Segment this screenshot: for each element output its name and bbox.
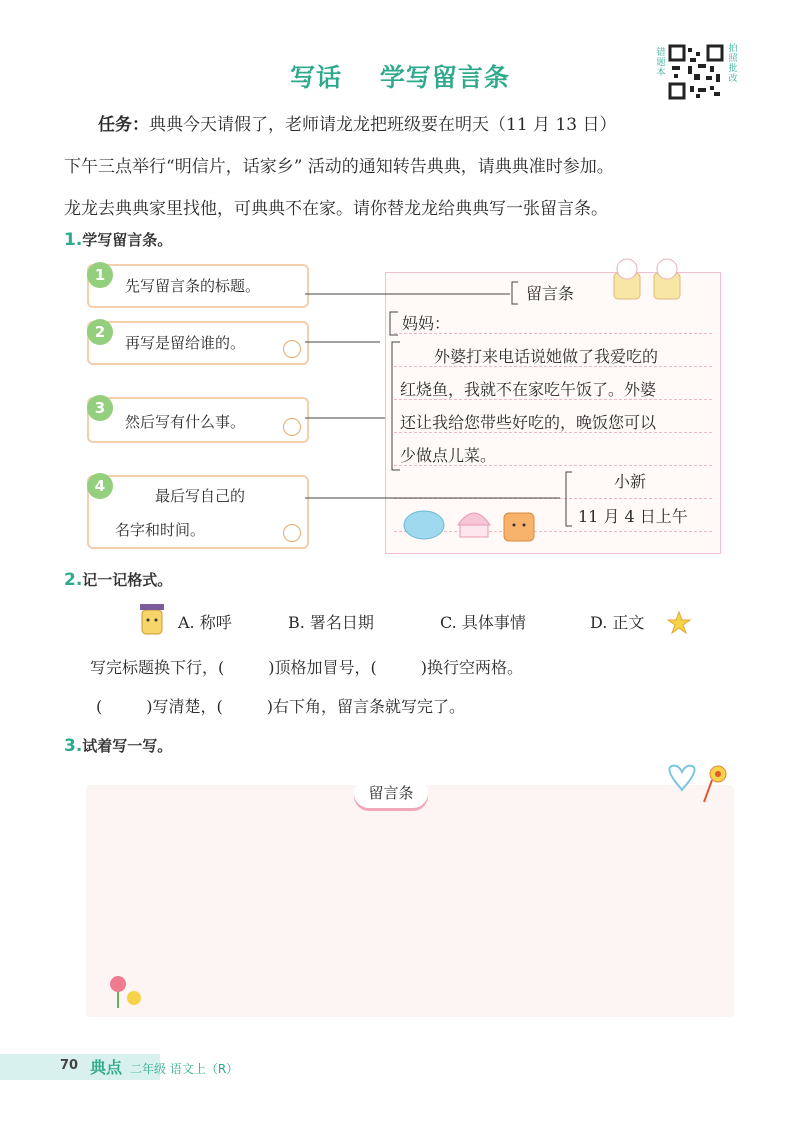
grade-label: 二年级 语文上（R） <box>130 1062 239 1076</box>
note-body-4: 少做点儿菜。 <box>400 446 497 465</box>
section3-heading <box>64 735 172 756</box>
format-line-1c: )换行空两格。 <box>420 658 523 677</box>
option-a: A. 称呼 <box>178 613 232 632</box>
section1-num: 1. <box>64 230 83 250</box>
writing-area[interactable] <box>86 785 734 1017</box>
section3-title: 试着写一写。 <box>82 737 173 755</box>
brand-logo: 典点 <box>90 1058 123 1077</box>
option-d: D. 正文 <box>590 613 645 632</box>
format-line-2a: ( <box>96 697 103 716</box>
flowers-icon <box>104 972 148 1012</box>
task-label: 任务： <box>98 115 149 135</box>
task-line-2: 下午三点举行“明信片，话家乡” 活动的通知转告典典，请典典准时参加。 <box>64 157 614 177</box>
heart-flower-icon <box>660 760 740 810</box>
step-4-text-2: 名字和时间。 <box>115 521 206 539</box>
step-2-badge: 2 <box>87 319 113 345</box>
section3-num: 3. <box>64 736 83 756</box>
page-number: 70 <box>60 1058 79 1073</box>
section2-heading <box>64 569 172 590</box>
mascot-icon <box>137 600 167 640</box>
section2-title: 记一记格式。 <box>82 571 173 589</box>
writing-area-title: 留言条 <box>354 778 428 808</box>
task-line-3: 龙龙去典典家里找他，可典典不在家。请你替龙龙给典典写一张留言条。 <box>64 199 608 219</box>
title-part2: 学写留言条 <box>379 63 510 92</box>
note-date: 11 月 4 日上午 <box>578 507 688 526</box>
note-body-1: 外婆打来电话说她做了我爱吃的 <box>434 347 659 366</box>
note-signature: 小新 <box>614 472 647 491</box>
note-title: 留言条 <box>526 284 575 303</box>
note-body-3: 还让我给您带些好吃的，晚饭您可以 <box>400 413 657 432</box>
task-text-1: 典典今天请假了，老师请龙龙把班级要在明天（11 月 13 日） <box>149 115 617 135</box>
step-4-text-1: 最后写自己的 <box>155 487 246 505</box>
format-line-2c: )右下角，留言条就写完了。 <box>266 697 465 716</box>
step-1-badge: 1 <box>87 262 113 288</box>
step-1-text: 先写留言条的标题。 <box>125 277 261 295</box>
option-c: C. 具体事情 <box>440 613 526 632</box>
option-b: B. 署名日期 <box>288 613 374 632</box>
note-body-2: 红烧鱼，我就不在家吃午饭了。外婆 <box>400 380 657 399</box>
format-line-1 <box>90 655 523 678</box>
note-salutation: 妈妈： <box>402 314 451 333</box>
section2-num: 2. <box>64 570 83 590</box>
format-line-1a: 写完标题换下行，( <box>90 658 225 677</box>
star-icon <box>666 610 692 636</box>
step-3-text: 然后写有什么事。 <box>125 413 246 431</box>
section1-title: 学写留言条。 <box>82 231 173 249</box>
step-4-badge: 4 <box>87 473 113 499</box>
qr-left-label: 错题本 <box>656 48 666 78</box>
format-line-1b: )顶格加冒号，( <box>268 658 377 677</box>
title-part1: 写话 <box>290 63 343 92</box>
format-line-2b: )写清楚，( <box>146 697 223 716</box>
qr-right-label: 拍照批改 <box>728 44 738 84</box>
step-3-badge: 3 <box>87 395 113 421</box>
format-line-2 <box>96 694 465 717</box>
step-2-text: 再写是留给谁的。 <box>125 334 246 352</box>
